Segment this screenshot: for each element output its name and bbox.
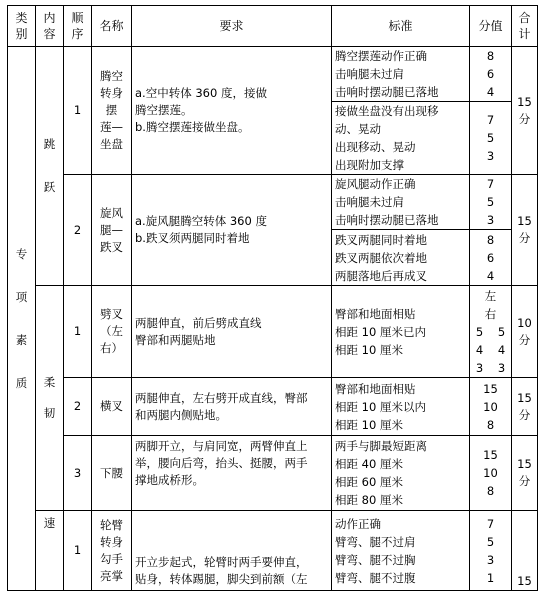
score-cell: 7 5 3 <box>470 175 512 230</box>
table-row <box>8 378 538 436</box>
scoring-table <box>7 5 538 591</box>
standard-cell: 旋风腿动作正确 击响腿未过肩 击响时摆动腿已落地 <box>332 175 470 230</box>
score-cell: 15 10 8 <box>470 378 512 436</box>
requirement-cell: a.空中转体 360 度，接做 腾空摆莲。 b.腾空摆莲接做坐盘。 <box>132 47 332 175</box>
total-cell: 15 分 <box>512 436 538 511</box>
total-cell: 15 分 <box>512 175 538 286</box>
header-standard: 标准 <box>332 6 470 47</box>
score-cell: 8 6 4 <box>470 47 512 102</box>
score-cell: 15 10 8 <box>470 436 512 511</box>
total-cell: 15 分 <box>512 47 538 175</box>
standard-cell: 臀部和地面相贴 相距 10 厘米以内 相距 10 厘米 <box>332 378 470 436</box>
group-jump: 跳 跃 <box>36 47 64 286</box>
header-category: 类 别 <box>8 6 36 47</box>
order-cell: 2 <box>64 175 92 286</box>
header-order: 顺 序 <box>64 6 92 47</box>
item-name: 轮臂 转身 勾手 亮掌 <box>92 511 132 591</box>
order-cell: 2 <box>64 378 92 436</box>
header-score: 分值 <box>470 6 512 47</box>
item-name: 腾空 转身 摆 莲— 坐盘 <box>92 47 132 175</box>
item-name: 劈叉 （左 右） <box>92 286 132 378</box>
header-name: 名称 <box>92 6 132 47</box>
standard-cell: 跌叉两腿同时着地 跌叉两腿依次着地 两腿落地后再成叉 <box>332 230 470 286</box>
group-speed: 速 <box>36 511 64 591</box>
table-row <box>8 47 538 102</box>
order-cell: 1 <box>64 286 92 378</box>
requirement-cell: 两腿伸直，前后劈成直线 臀部和两腿贴地 <box>132 286 332 378</box>
order-cell: 3 <box>64 436 92 511</box>
table-row <box>8 511 538 591</box>
score-cell: 7 5 3 1 <box>470 511 512 591</box>
header-requirement: 要求 <box>132 6 332 47</box>
header-row <box>8 6 538 47</box>
score-cell: 8 6 4 <box>470 230 512 286</box>
header-total: 合 计 <box>512 6 538 47</box>
requirement-cell: a.旋风腿腾空转体 360 度 b.跌叉须两腿同时着地 <box>132 175 332 286</box>
requirement-cell: 开立步起式，轮臂时两手要伸直， 贴身，转体踢腿，脚尖到前额（左 <box>132 511 332 591</box>
category-cell: 专 项 素 质 <box>8 47 36 591</box>
standard-cell: 动作正确 臂弯、腿不过肩 臂弯、腿不过胸 臂弯、腿不过腹 <box>332 511 470 591</box>
order-cell: 1 <box>64 47 92 175</box>
total-cell: 15 分 <box>512 378 538 436</box>
standard-cell: 两手与脚最短距离 相距 40 厘米 相距 60 厘米 相距 80 厘米 <box>332 436 470 511</box>
standard-cell: 臀部和地面相贴 相距 10 厘米已内 相距 10 厘米 <box>332 286 470 378</box>
requirement-cell: 两脚开立，与肩同宽，两臂伸直上 举，腰向后弯，抬头、挺腰，两手 撑地成桥形。 <box>132 436 332 511</box>
score-cell: 7 5 3 <box>470 102 512 175</box>
standard-cell: 腾空摆莲动作正确 击响腿未过肩 击响时摆动腿已落地 <box>332 47 470 102</box>
total-cell: 15 <box>512 511 538 591</box>
total-cell: 10 分 <box>512 286 538 378</box>
item-name: 旋风 腿— 跌叉 <box>92 175 132 286</box>
standard-cell: 接做坐盘没有出现移 动、晃动 出现移动、晃动 出现附加支撑 <box>332 102 470 175</box>
score-cell: 左 右 5 5 4 4 3 3 <box>470 286 512 378</box>
table-row <box>8 436 538 511</box>
table-row <box>8 175 538 230</box>
table-row <box>8 286 538 378</box>
item-name: 下腰 <box>92 436 132 511</box>
item-name: 横叉 <box>92 378 132 436</box>
group-flex: 柔 韧 <box>36 286 64 511</box>
order-cell: 1 <box>64 511 92 591</box>
requirement-cell: 两腿伸直，左右劈开成直线，臀部 和两腿内侧贴地。 <box>132 378 332 436</box>
header-content: 内 容 <box>36 6 64 47</box>
